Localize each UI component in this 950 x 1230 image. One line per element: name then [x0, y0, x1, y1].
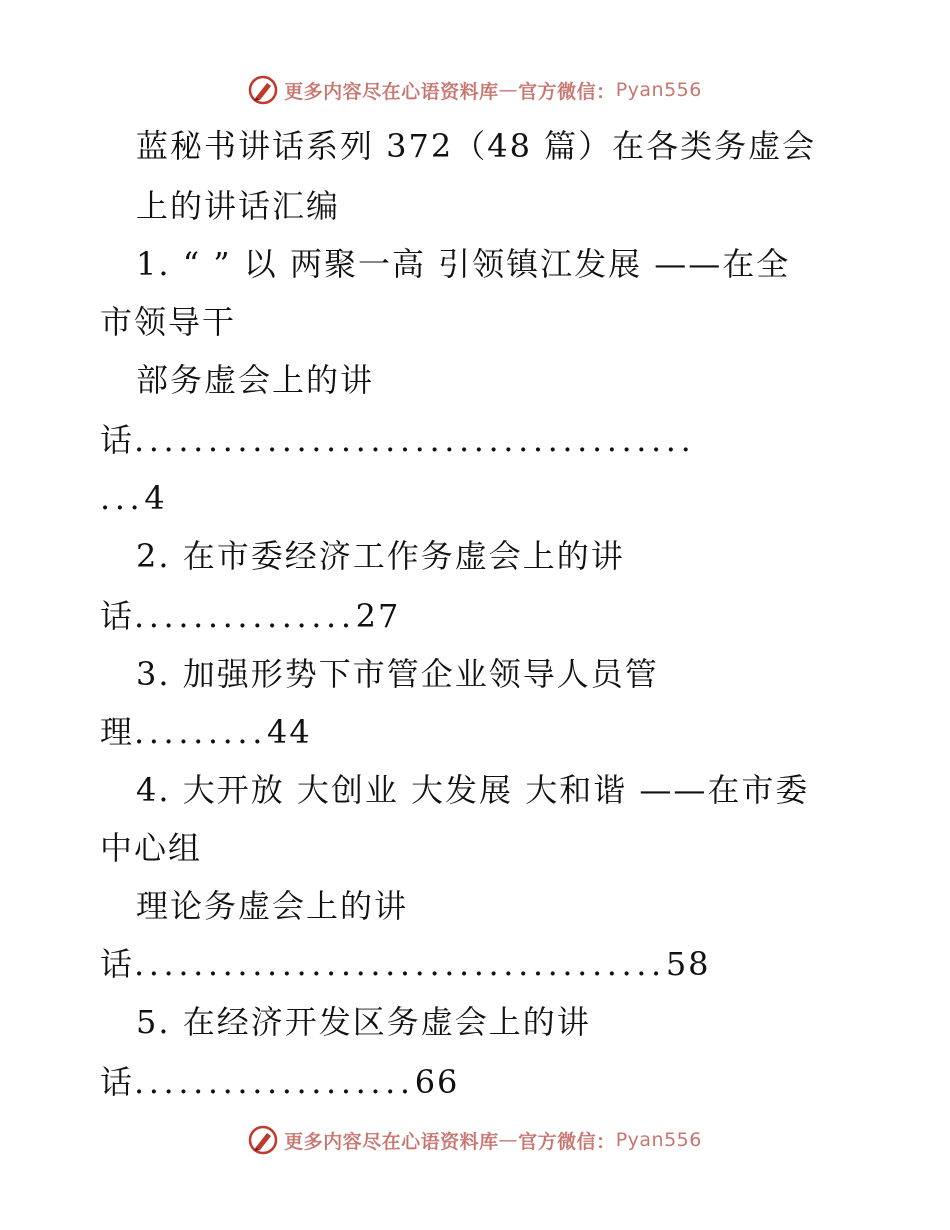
toc-entry-5-dots: ................... [134, 1063, 415, 1101]
toc-entry-5-heading [136, 1002, 591, 1042]
toc-entry-4-title-cont-2: 理论务虚会上的讲 [136, 887, 409, 925]
watermark-text: 更多内容尽在心语资料库 [284, 80, 499, 103]
toc-entry-3-dots: ......... [134, 713, 267, 751]
toc-entry-2-number: 2. [136, 537, 171, 575]
toc-entry-5-number: 5. [136, 1003, 171, 1041]
toc-entry-3-leader [100, 712, 312, 752]
watermark-wechat-id: Pyan556 [615, 79, 702, 101]
toc-entry-4-dots: .................................... [134, 945, 666, 983]
toc-entry-1-dots-cont: ... [100, 479, 145, 517]
toc-entry-3-title: 加强形势下市管企业领导人员管 [182, 655, 659, 693]
toc-entry-5-lead-char: 话 [100, 1063, 135, 1101]
watermark-official: 官方微信： [518, 80, 616, 103]
toc-entry-1-title-cont-2: 部务虚会上的讲 [136, 361, 375, 399]
toc-entry-2-leader [100, 596, 400, 636]
watermark-separator: — [498, 79, 519, 101]
toc-entry-1-page: 4 [144, 479, 167, 517]
toc-entry-4-title-cont: 中心组 [100, 829, 203, 867]
watermark-header [0, 72, 950, 108]
pen-logo-icon [248, 75, 278, 105]
toc-entry-1-title-cont: 市领导干 [100, 303, 237, 341]
watermark-official: 官方微信： [518, 1130, 616, 1153]
toc-entry-4-title: 大开放 大创业 大发展 大和谐 ——在市委 [182, 771, 810, 809]
watermark-footer [0, 1122, 950, 1158]
watermark-wechat-id: Pyan556 [615, 1129, 702, 1151]
toc-entry-3-page: 44 [266, 713, 312, 751]
toc-entry-2-dots: ............... [134, 597, 356, 635]
toc-entry-2-heading [136, 536, 625, 576]
toc-entry-4-number: 4. [136, 771, 171, 809]
toc-entry-1-heading [136, 244, 790, 284]
toc-entry-3-number: 3. [136, 655, 171, 693]
toc-entry-5-leader [100, 1062, 459, 1102]
toc-entry-1-leader [100, 420, 695, 460]
toc-entry-1-page-line [100, 478, 167, 518]
toc-entry-1-dots: ...................................... [134, 421, 696, 459]
toc-entry-4-leader [100, 944, 711, 984]
pen-logo-icon [248, 1125, 278, 1155]
toc-entry-1-number: 1. [136, 245, 171, 283]
toc-entry-4-heading [136, 770, 809, 810]
toc-entry-2-page: 27 [355, 597, 401, 635]
watermark-separator: — [498, 1129, 519, 1151]
toc-entry-5-title: 在经济开发区务虚会上的讲 [182, 1003, 591, 1041]
toc-entry-5-page: 66 [414, 1063, 460, 1101]
toc-entry-2-title: 在市委经济工作务虚会上的讲 [182, 537, 625, 575]
toc-entry-4-lead-char: 话 [100, 945, 135, 983]
document-title-line-2: 上的讲话汇编 [136, 187, 341, 225]
watermark-text: 更多内容尽在心语资料库 [284, 1130, 499, 1153]
toc-entry-1-title: “ ” 以 两聚一高 引领镇江发展 ——在全 [182, 245, 791, 283]
toc-entry-1-lead-char: 话 [100, 421, 135, 459]
toc-entry-4-page: 58 [665, 945, 711, 983]
toc-entry-2-lead-char: 话 [100, 597, 135, 635]
toc-entry-3-lead-char: 理 [100, 713, 135, 751]
document-title-line-1: 蓝秘书讲话系列 372（48 篇）在各类务虚会 [136, 127, 817, 165]
toc-entry-3-heading [136, 654, 659, 694]
